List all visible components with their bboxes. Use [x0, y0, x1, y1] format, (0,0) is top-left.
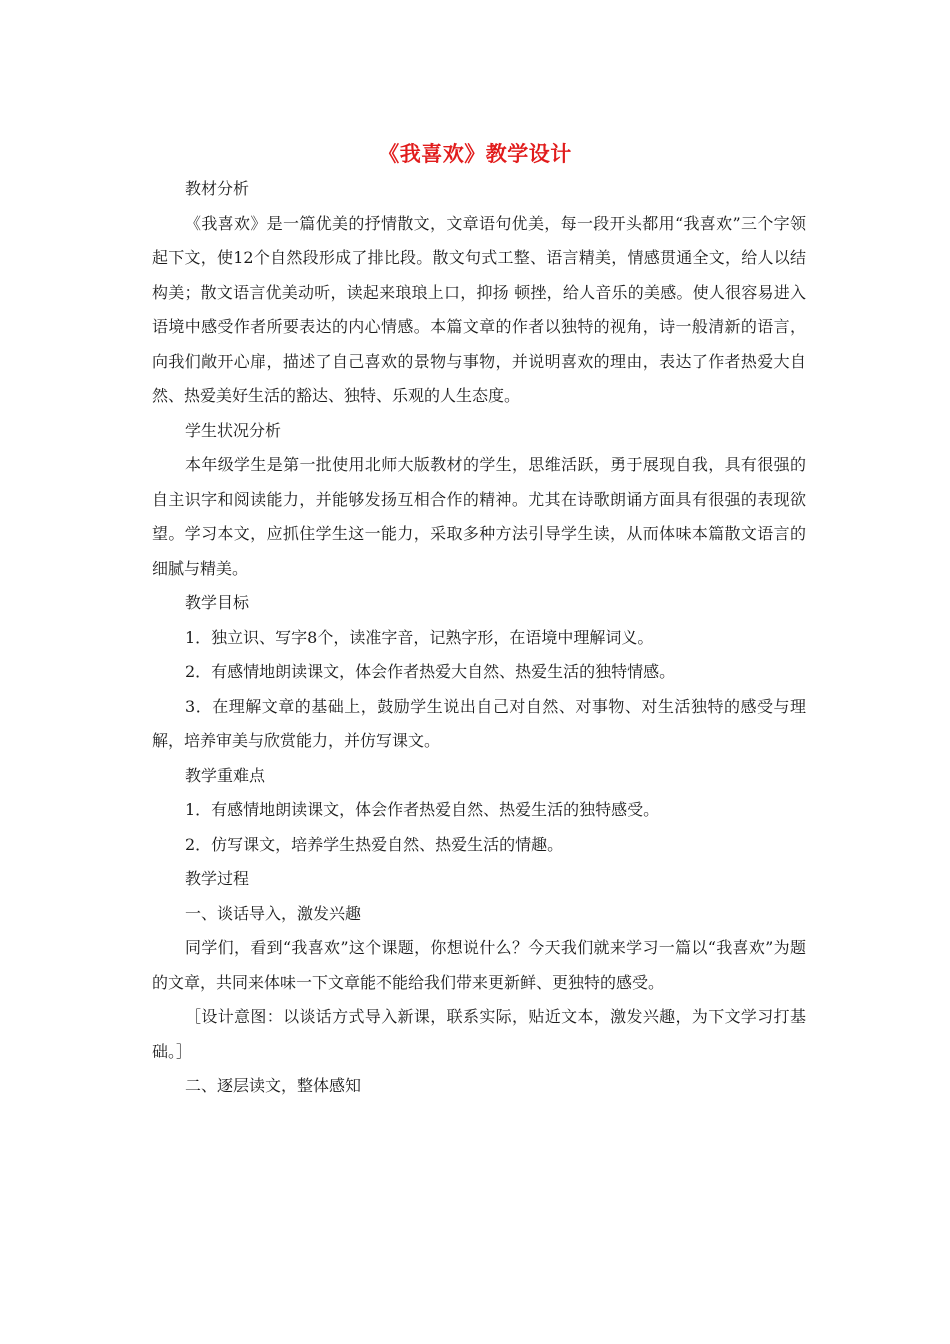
section-heading-key-points: 教学重难点 [185, 765, 266, 785]
goal-item-3: 3．在理解文章的基础上，鼓励学生说出自己对自然、对事物、对生活独特的感受与理解，培养审美与欣赏能力，并仿写课文。 [152, 696, 806, 750]
key-point-item-2: 2．仿写课文，培养学生热爱自然、热爱生活的情趣。 [185, 834, 564, 854]
section-heading-teaching-goals: 教学目标 [185, 593, 250, 612]
key-point-item-1: 1．有感情地朗读课文，体会作者热爱自然、热爱生活的独特感受。 [185, 800, 660, 819]
process-step-1-heading: 一、谈话导入，激发兴趣 [185, 903, 362, 923]
process-step-2-heading: 二、逐层读文，整体感知 [185, 1076, 362, 1095]
paragraph-student-analysis: 本年级学生是第一批使用北师大版教材的学生，思维活跃，勇于展现自我，具有很强的自主识字和阅读能力，并能够发扬互相合作的精神。尤其在诗歌朗诵方面具有很强的表现欲望。学习本文，应抓住学生这一能力，采取多种方法引导学生读，从而体味本篇散文语言的细腻与精美。 [152, 455, 806, 578]
goal-item-1: 1．独立识、写字8个，读准字音，记熟字形，在语境中理解词义。 [185, 627, 654, 647]
paragraph-textbook-analysis: 《我喜欢》是一篇优美的抒情散文，文章语句优美，每一段开头都用“我喜欢”三个字领起下文，使12个自然段形成了排比段。散文句式工整、语言精美，情感贯通全文，给人以结构美；散文语言优美动听，读起来琅琅上口，抑扬 顿挫，给人音乐的美感。使人很容易进入语境中感受作者所要表达的内心情感。本篇文章的作者以独特的视角，诗一般清新的语言，向我们敞开心扉，描述了自己喜欢的景物与事物，并说明喜欢的理由，表达了作者热爱大自然、热爱美好生活的豁达、独特、乐观的人生态度。 [152, 213, 806, 405]
document-title: 《我喜欢》教学设计 [378, 141, 572, 166]
section-heading-teaching-process: 教学过程 [185, 869, 250, 888]
section-heading-student-analysis: 学生状况分析 [185, 420, 282, 440]
document-body [152, 172, 806, 1104]
goal-item-2: 2．有感情地朗读课文，体会作者热爱大自然、热爱生活的独特情感。 [185, 662, 676, 681]
paragraph-introduction: 同学们，看到“我喜欢”这个课题，你想说什么？今天我们就来学习一篇以“我喜欢”为题的文章，共同来体味一下文章能不能给我们带来更新鲜、更独特的感受。 [152, 938, 806, 992]
paragraph-design-intent: ［设计意图：以谈话方式导入新课，联系实际，贴近文本，激发兴趣，为下文学习打基础。］ [152, 1007, 806, 1061]
section-heading-textbook-analysis: 教材分析 [185, 179, 250, 198]
